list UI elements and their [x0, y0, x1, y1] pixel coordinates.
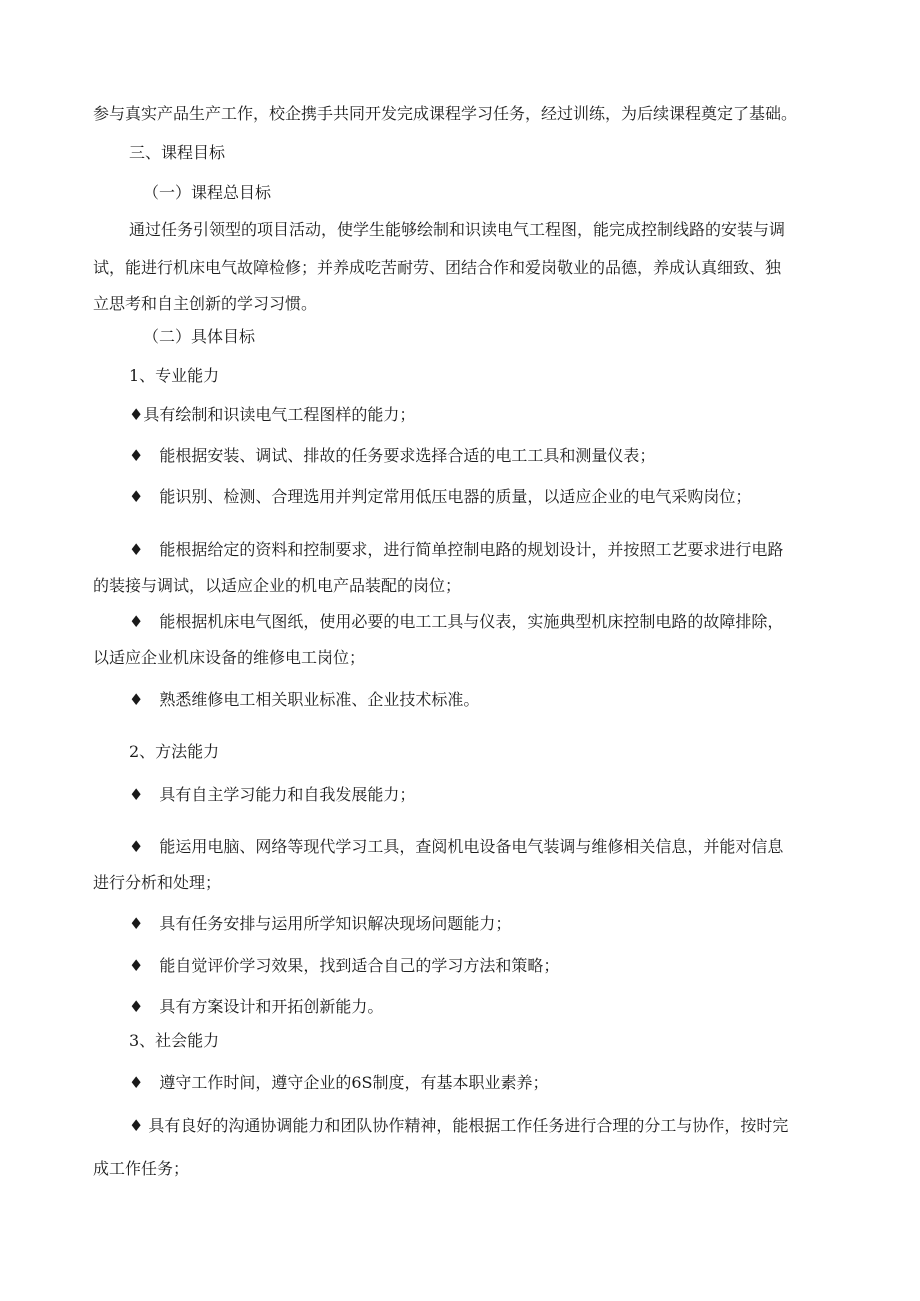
goal-line-2: 试，能进行机床电气故障检修；并养成吃苦耐劳、团结合作和爱岗敬业的品德，养成认真细致、独: [93, 258, 782, 277]
bullet-method-2-line-2: 进行分析和处理；: [93, 873, 222, 892]
bullet-professional-3: ♦ 能识别、检测、合理选用并判定常用低压电器的质量，以适应企业的电气采购岗位；: [129, 487, 752, 506]
goal-line-1: 通过任务引领型的项目活动，使学生能够绘制和识读电气工程图，能完成控制线路的安装与调: [129, 220, 786, 239]
bullet-professional-5-line-1: ♦ 能根据机床电气图纸，使用必要的电工工具与仪表，实施典型机床控制电路的故障排除，: [129, 612, 784, 631]
bullet-professional-6: ♦ 熟悉维修电工相关职业标准、企业技术标准。: [129, 690, 480, 709]
bullet-social-2-line-1: ♦ 具有良好的沟通协调能力和团队协作精神，能根据工作任务进行合理的分工与协作，按时完: [129, 1116, 789, 1135]
bullet-professional-1: ♦具有绘制和识读电气工程图样的能力；: [129, 405, 416, 424]
bullet-method-2-line-1: ♦ 能运用电脑、网络等现代学习工具，查阅机电设备电气装调与维修相关信息，并能对信息: [129, 837, 784, 856]
bullet-method-5: ♦ 具有方案设计和开拓创新能力。: [129, 997, 384, 1016]
section-heading-course-goals: 三、课程目标: [129, 143, 226, 162]
subheading-specific-goals: （二）具体目标: [143, 327, 256, 346]
bullet-professional-4-line-2: 的装接与调试，以适应企业的机电产品装配的岗位；: [93, 576, 462, 595]
bullet-professional-2: ♦ 能根据安装、调试、排故的任务要求选择合适的电工工具和测量仪表；: [129, 446, 656, 465]
heading-professional-ability: 1、专业能力: [129, 366, 220, 385]
bullet-professional-5-line-2: 以适应企业机床设备的维修电工岗位；: [93, 648, 366, 667]
bullet-method-1: ♦ 具有自主学习能力和自我发展能力；: [129, 785, 416, 804]
bullet-social-1: ♦ 遵守工作时间，遵守企业的6S制度，有基本职业素养；: [129, 1073, 549, 1092]
heading-method-ability: 2、方法能力: [129, 742, 220, 761]
goal-line-3: 立思考和自主创新的学习习惯。: [93, 294, 318, 313]
bullet-method-4: ♦ 能自觉评价学习效果，找到适合自己的学习方法和策略；: [129, 956, 560, 975]
bullet-method-3: ♦ 具有任务安排与运用所学知识解决现场问题能力；: [129, 914, 512, 933]
bullet-social-2-line-2: 成工作任务；: [93, 1159, 190, 1178]
heading-social-ability: 3、社会能力: [129, 1031, 220, 1050]
subheading-overall-goal: （一）课程总目标: [143, 183, 272, 202]
intro-line: 参与真实产品生产工作，校企携手共同开发完成课程学习任务，经过训练，为后续课程奠定了基础。: [93, 104, 798, 123]
bullet-professional-4-line-1: ♦ 能根据给定的资料和控制要求，进行简单控制电路的规划设计，并按照工艺要求进行电路: [129, 540, 784, 559]
